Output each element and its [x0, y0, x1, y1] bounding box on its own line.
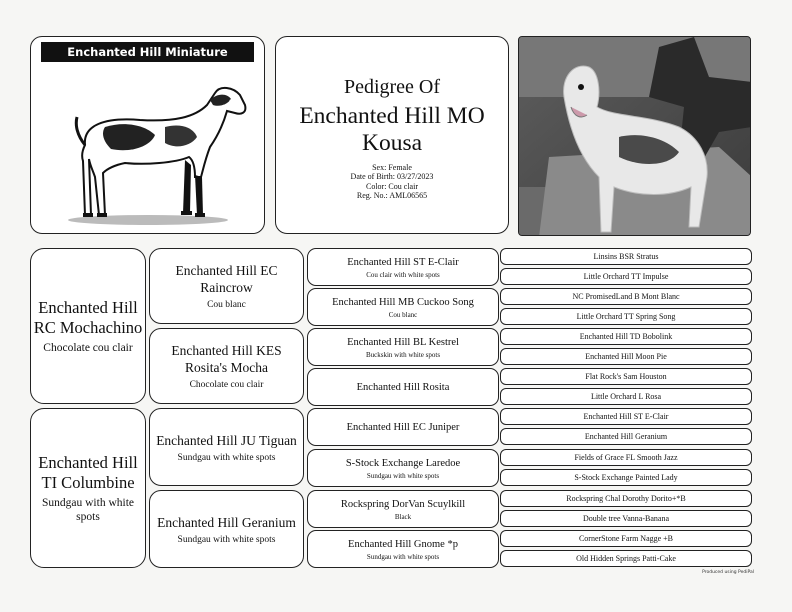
ancestor-gen4-name: Little Orchard TT Spring Song — [576, 312, 676, 321]
sex-text: Sex: Female — [372, 162, 412, 172]
ancestor-gen4-box — [500, 408, 752, 425]
ancestor-gen4-name: Little Orchard TT Impulse — [583, 272, 669, 281]
ancestor-gen4-box — [500, 550, 752, 567]
ancestor-gen3-box — [307, 288, 499, 326]
ancestor-gen3-name: Enchanted Hill Rosita — [356, 381, 450, 393]
ancestor-gen4-box — [500, 288, 752, 305]
ancestor-gen3-color: Cou clair with white spots — [366, 270, 440, 279]
ancestor-gen3-box — [307, 248, 499, 286]
sire-sire-box — [149, 248, 304, 324]
ancestor-gen4-box — [500, 368, 752, 385]
logo-panel — [30, 36, 265, 234]
ancestor-gen4-box — [500, 469, 752, 486]
sire-sire-color: Cou blanc — [207, 300, 246, 310]
logo-title: Enchanted Hill Miniature LaManchas — [41, 42, 254, 62]
sire-sire-name: Enchanted Hill EC Raincrow — [175, 263, 278, 295]
ancestor-gen4-name: Enchanted Hill ST E-Clair — [583, 412, 669, 421]
ancestor-gen4-name: Old Hidden Springs Patti-Cake — [576, 554, 676, 563]
ancestor-gen4-name: Rockspring Chal Dorothy Dorito+*B — [566, 494, 686, 503]
ancestor-gen3-name: Rockspring DorVan Scuylkill — [340, 498, 466, 510]
ancestor-gen3-box — [307, 408, 499, 446]
ancestor-gen4-name: CornerStone Farm Nagge +B — [578, 534, 674, 543]
ancestor-gen3-color: Cou blanc — [388, 310, 418, 319]
sire-dam-name: Enchanted Hill KES Rosita's Mocha — [171, 343, 282, 375]
ancestor-gen4-name: Enchanted Hill Geranium — [584, 432, 668, 441]
dam-sire-name: Enchanted Hill JU Tiguan — [156, 432, 297, 448]
ancestor-gen4-box — [500, 268, 752, 285]
goat-silhouette-icon — [45, 65, 252, 230]
dam-name: Enchanted Hill TI Columbine — [38, 452, 138, 492]
dam-dam-box — [149, 490, 304, 568]
ancestor-gen4-name: Linsins BSR Stratus — [593, 252, 659, 261]
animal-details — [351, 163, 434, 201]
dob-text: Date of Birth: 03/27/2023 — [350, 172, 434, 181]
goat-photo — [518, 36, 751, 236]
ancestor-gen4-name: Flat Rock's Sam Houston — [585, 372, 667, 381]
ancestor-gen3-color: Black — [394, 512, 412, 521]
ancestor-gen3-box — [307, 530, 499, 568]
dam-dam-name: Enchanted Hill Geranium — [157, 514, 296, 530]
goat-photo-image — [519, 37, 751, 236]
sire-box — [30, 248, 146, 404]
pedigree-label: Pedigree Of — [343, 75, 441, 98]
ancestor-gen4-box — [500, 510, 752, 527]
dam-dam-color: Sundgau with white spots — [177, 534, 276, 545]
ancestor-gen3-name: Enchanted Hill BL Kestrel — [347, 336, 459, 348]
ancestor-gen4-box — [500, 530, 752, 547]
sire-color: Chocolate cou clair — [43, 341, 133, 354]
ancestor-gen3-box — [307, 490, 499, 528]
ancestor-gen4-box — [500, 428, 752, 445]
ancestor-gen4-name: Little Orchard L Rosa — [590, 392, 662, 401]
ancestor-gen3-name: Enchanted Hill ST E-Clair — [347, 256, 459, 268]
ancestor-gen3-name: Enchanted Hill MB Cuckoo Song — [332, 296, 474, 308]
dam-sire-box — [149, 408, 304, 486]
ancestor-gen4-box — [500, 328, 752, 345]
ancestor-gen3-name: Enchanted Hill Gnome *p — [348, 538, 458, 550]
ancestor-gen4-box — [500, 490, 752, 507]
color-text: Color: Cou clair — [365, 181, 418, 191]
ancestor-gen4-box — [500, 449, 752, 466]
ancestor-gen4-box — [500, 308, 752, 325]
sire-name: Enchanted Hill RC Mochachino — [33, 297, 143, 337]
dam-color: Sundgau with white spots — [42, 496, 134, 523]
ancestor-gen3-name: S-Stock Exchange Laredoe — [345, 457, 461, 469]
ancestor-gen4-box — [500, 248, 752, 265]
ancestor-gen4-name: S-Stock Exchange Painted Lady — [574, 473, 678, 482]
reg-text: Reg. No.: AML06565 — [356, 191, 428, 200]
ancestor-gen4-name: NC PromisedLand B Mont Blanc — [572, 292, 680, 301]
ancestor-gen4-box — [500, 388, 752, 405]
sire-dam-color: Chocolate cou clair — [189, 380, 264, 390]
ancestor-gen3-color: Sundgau with white spots — [366, 552, 440, 561]
sire-dam-box — [149, 328, 304, 404]
ancestor-gen3-box — [307, 368, 499, 406]
ancestor-gen4-name: Enchanted Hill Moon Pie — [585, 352, 667, 361]
title-panel — [275, 36, 509, 234]
ancestor-gen3-color: Sundgau with white spots — [366, 471, 440, 480]
animal-name: Enchanted Hill MO Kousa — [299, 102, 485, 156]
ancestor-gen4-name: Enchanted Hill TD Bobolink — [579, 332, 673, 341]
ancestor-gen3-color: Buckskin with white spots — [365, 350, 441, 359]
ancestor-gen4-box — [500, 348, 752, 365]
ancestor-gen4-name: Double tree Vanna-Banana — [582, 514, 670, 523]
dam-sire-color: Sundgau with white spots — [177, 452, 276, 463]
ancestor-gen3-box — [307, 449, 499, 487]
footer-note: Produced using PediPal — [702, 570, 754, 575]
dam-box — [30, 408, 146, 568]
ancestor-gen3-name: Enchanted Hill EC Juniper — [346, 421, 460, 433]
ancestor-gen4-name: Fields of Grace FL Smooth Jazz — [574, 453, 678, 462]
ancestor-gen3-box — [307, 328, 499, 366]
